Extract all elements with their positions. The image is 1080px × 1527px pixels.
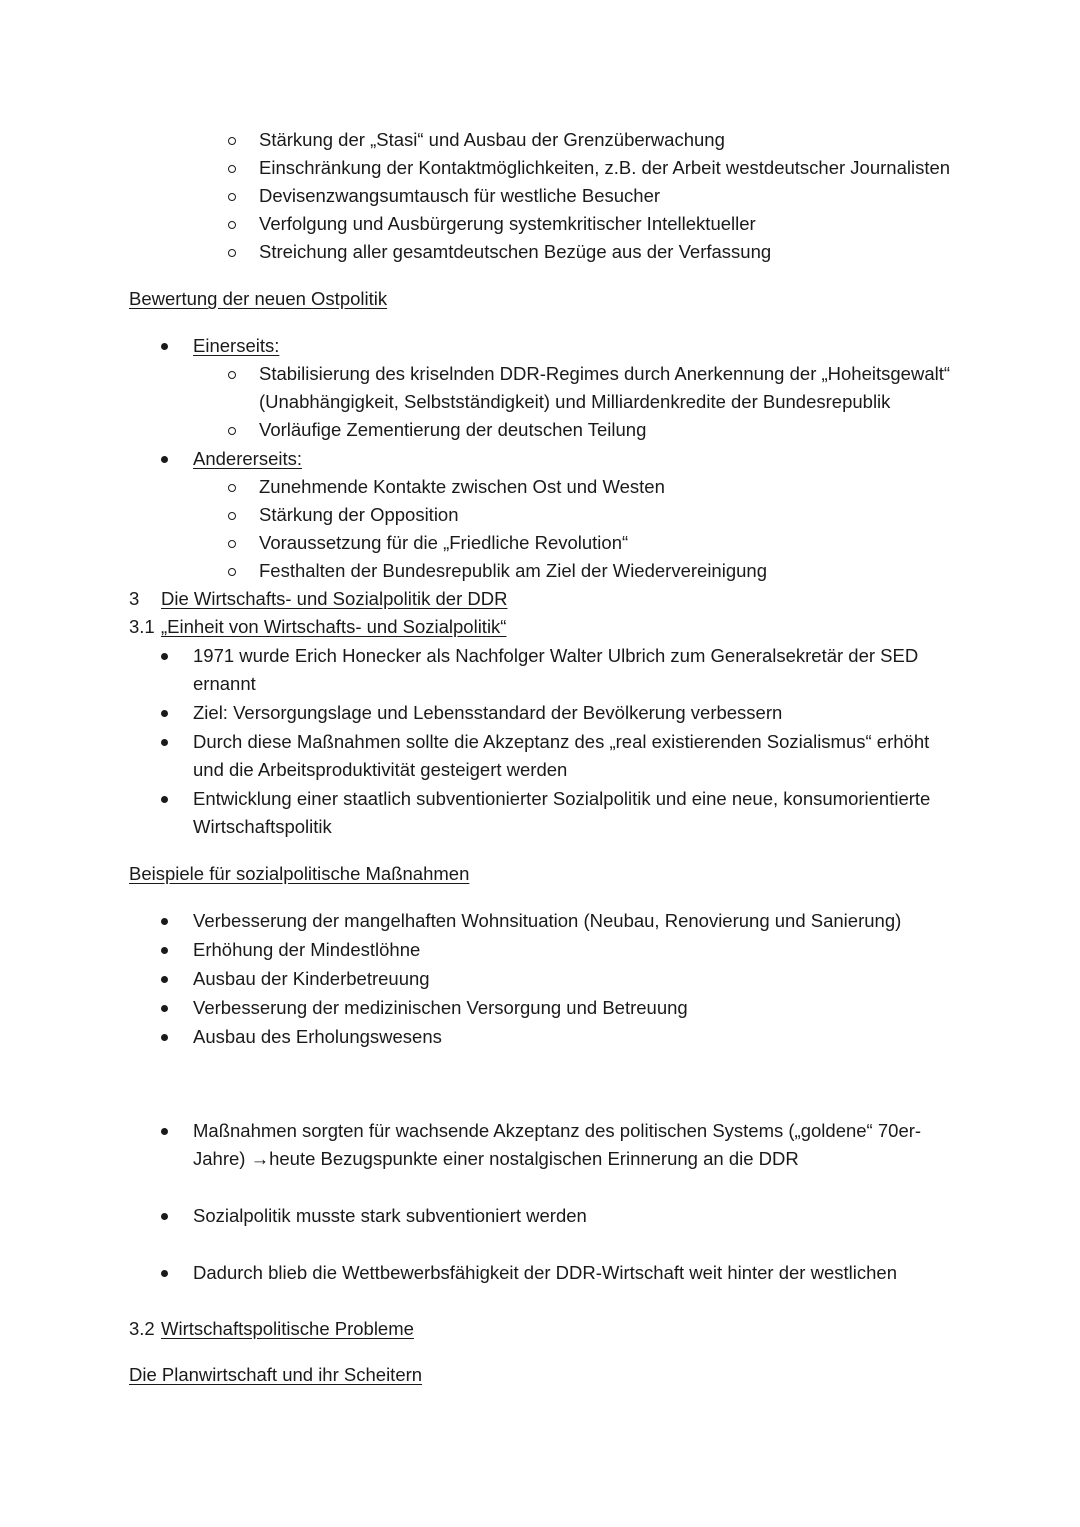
bullet-icon [161, 1213, 168, 1220]
bullet-icon [161, 947, 168, 954]
circle-bullet-icon [228, 137, 236, 145]
bullet-icon [161, 739, 168, 746]
list-item: Zunehmende Kontakte zwischen Ost und Westen [259, 476, 665, 497]
circle-bullet-icon [228, 427, 236, 435]
list-item-continuation: ernannt [193, 673, 256, 694]
subsection-number: 3.1 [129, 616, 155, 637]
bewertung-heading: Bewertung der neuen Ostpolitik [129, 288, 388, 309]
list-item: Stabilisierung des kriselnden DDR-Regimes durch Anerkennung der „Hoheitsgewalt“ [259, 363, 951, 384]
bullet-icon [161, 1005, 168, 1012]
list-item: Durch diese Maßnahmen sollte die Akzeptanz des „real existierenden Sozialismus“ erhöht [193, 731, 930, 752]
bullet-icon [161, 456, 168, 463]
list-item: Ausbau des Erholungswesens [193, 1026, 442, 1047]
list-item: Sozialpolitik musste stark subventioniert werden [193, 1205, 587, 1226]
circle-bullet-icon [228, 540, 236, 548]
bullet-icon [161, 1034, 168, 1041]
circle-bullet-icon [228, 249, 236, 257]
circle-bullet-icon [228, 165, 236, 173]
circle-bullet-icon [228, 371, 236, 379]
bullet-icon [161, 796, 168, 803]
text-span: Jahre) [193, 1148, 251, 1169]
list-item: Stärkung der „Stasi“ und Ausbau der Grenzüberwachung [259, 129, 725, 150]
list-item: Erhöhung der Mindestlöhne [193, 939, 421, 960]
list-item: Stärkung der Opposition [259, 504, 459, 525]
list-item-continuation [193, 1145, 799, 1173]
subsection-title: Wirtschaftspolitische Probleme [161, 1318, 414, 1339]
andererseits-label: Andererseits: [193, 448, 302, 469]
circle-bullet-icon [228, 221, 236, 229]
list-item: Maßnahmen sorgten für wachsende Akzeptanz des politischen Systems („goldene“ 70er- [193, 1120, 922, 1141]
list-item: Ausbau der Kinderbetreuung [193, 968, 430, 989]
list-item: Einschränkung der Kontaktmöglichkeiten, z.B. der Arbeit westdeutscher Journalisten [259, 157, 951, 178]
circle-bullet-icon [228, 568, 236, 576]
section-number: 3 [129, 588, 140, 609]
bullet-icon [161, 343, 168, 350]
list-item: Vorläufige Zementierung der deutschen Teilung [259, 419, 647, 440]
list-item: Dadurch blieb die Wettbewerbsfähigkeit der DDR-Wirtschaft weit hinter der westlichen [193, 1262, 897, 1283]
bullet-icon [161, 653, 168, 660]
circle-bullet-icon [228, 512, 236, 520]
list-item: Verbesserung der mangelhaften Wohnsituation (Neubau, Renovierung und Sanierung) [193, 910, 902, 931]
bullet-icon [161, 1270, 168, 1277]
list-item-continuation: Wirtschaftspolitik [193, 816, 332, 837]
section-title: Die Wirtschafts- und Sozialpolitik der DDR [161, 588, 508, 609]
list-item: Voraussetzung für die „Friedliche Revolution“ [259, 532, 629, 553]
circle-bullet-icon [228, 193, 236, 201]
text-span: heute Bezugspunkte einer nostalgischen Erinnerung an die DDR [269, 1148, 799, 1169]
arrow-right-icon: → [250, 1148, 270, 1169]
beispiele-heading: Beispiele für sozialpolitische Maßnahmen [129, 863, 470, 884]
bullet-icon [161, 710, 168, 717]
list-item: Festhalten der Bundesrepublik am Ziel der Wiedervereinigung [259, 560, 767, 581]
circle-bullet-icon [228, 484, 236, 492]
list-item: Devisenzwangsumtausch für westliche Besucher [259, 185, 661, 206]
einerseits-label: Einerseits: [193, 335, 280, 356]
bullet-icon [161, 1128, 168, 1135]
subsection-number: 3.2 [129, 1318, 155, 1339]
list-item: Ziel: Versorgungslage und Lebensstandard der Bevölkerung verbessern [193, 702, 783, 723]
list-item: 1971 wurde Erich Honecker als Nachfolger Walter Ulbrich zum Generalsekretär der SED [193, 645, 919, 666]
list-item: Entwicklung einer staatlich subventionierter Sozialpolitik und eine neue, konsumorientierte [193, 788, 931, 809]
bullet-icon [161, 976, 168, 983]
planwirtschaft-heading: Die Planwirtschaft und ihr Scheitern [129, 1364, 423, 1385]
list-item: Streichung aller gesamtdeutschen Bezüge aus der Verfassung [259, 241, 772, 262]
list-item-continuation: und die Arbeitsproduktivität gesteigert werden [193, 759, 568, 780]
list-item: Verfolgung und Ausbürgerung systemkritischer Intellektueller [259, 213, 756, 234]
list-item: Verbesserung der medizinischen Versorgung und Betreuung [193, 997, 688, 1018]
subsection-title: „Einheit von Wirtschafts- und Sozialpolitik“ [161, 616, 507, 637]
bullet-icon [161, 918, 168, 925]
list-item-continuation: (Unabhängigkeit, Selbstständigkeit) und Milliardenkredite der Bundesrepublik [259, 391, 891, 412]
